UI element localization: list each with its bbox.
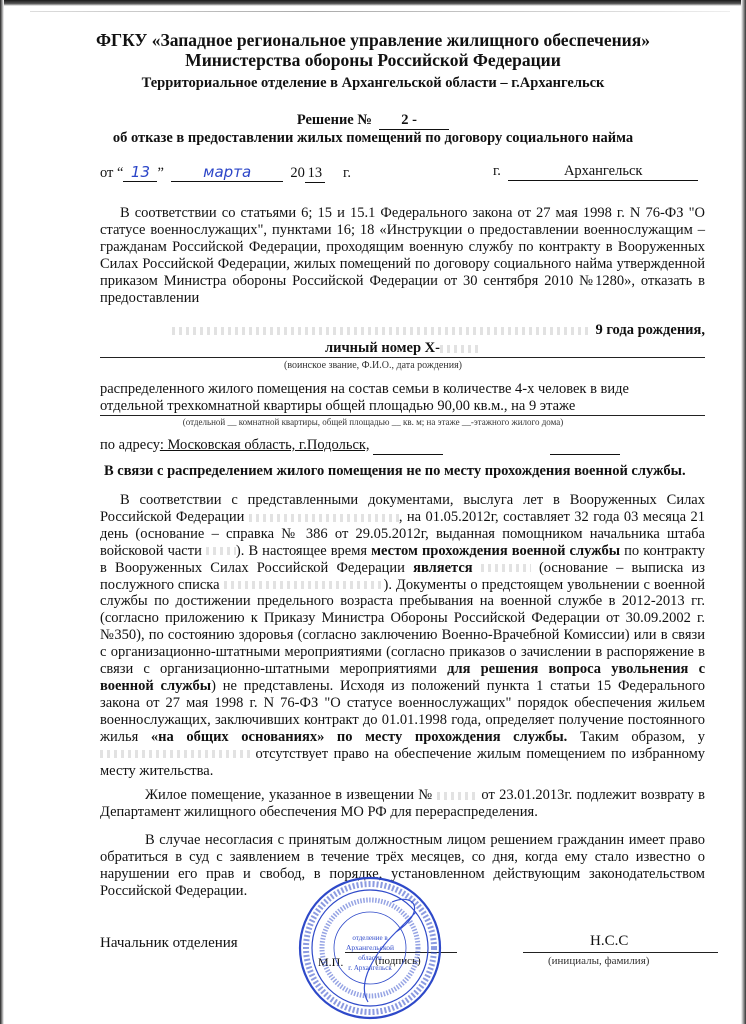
redacted-name-1 <box>249 514 399 522</box>
service-text-b: , на 01.05.2012г, составляет 32 года 03 месяца 21 день (основание – справка № 386 от 29.05.2012г, выданная помощником начальника штаба войсковой части <box>100 508 706 559</box>
address-value: : Московская область, г.Подольск, <box>159 437 370 453</box>
service-text-i: отсутствует право на обеспечение жилым помещением по избранному месту жительства. <box>100 745 705 779</box>
personal-number-line <box>100 340 705 357</box>
apartment-caption: (отдельной __ комнатной квартиры, общей площадью __ кв. м; на этаже __-этажного жилого дома) <box>182 417 564 427</box>
redacted-person <box>172 327 592 335</box>
decision-city <box>493 163 698 181</box>
refusal-reason: В связи с распределением жилого помещения не по месту прохождения военной службы. <box>104 463 686 479</box>
service-text-h: Таким образом, у <box>567 728 705 745</box>
redacted-notice-number <box>437 792 477 800</box>
person-caption: (воинское звание, Ф.И.О., дата рождения) <box>283 360 463 371</box>
signer-name: Н.С.С <box>590 933 629 949</box>
date-day: 13 <box>123 163 157 182</box>
apartment-rule <box>100 415 705 416</box>
stamp-line-3: области <box>358 954 382 962</box>
stamp-line-1: отделение в <box>352 934 388 942</box>
service-text-c: ). В настоящее время <box>235 542 372 559</box>
city-prefix: г. <box>493 163 501 179</box>
signature-caption: (подпись) <box>375 955 421 967</box>
stamp-line-2: Архангельской <box>346 943 394 952</box>
personal-number-label: личный номер Х- <box>325 340 440 356</box>
decision-date <box>100 163 351 183</box>
service-text-e: (основание – выписка из послужного списка <box>100 559 706 593</box>
official-stamp <box>296 872 444 1020</box>
name-line <box>523 952 718 953</box>
redacted-place <box>481 564 531 572</box>
service-bold-3: для решения вопроса увольнения с военной службы <box>100 661 706 694</box>
decision-title <box>0 112 746 130</box>
service-text-f: ). Документы о предстоящем увольнении с военной службы по достижении предельного возраста пребывания на военной службе в 2012-2013 гг. (согласно приложению к Приказу Министра Обороны Российской Федерации от 30.09.2002 г. №350), по состоянию здоровья (согласно заключению Военно-Врачебной Комиссии) или в связи с организационно-штатными мероприятиями (согласно приказов о зачислении в распоряжение в связи с организационно-штатными мероприятиями <box>100 576 706 678</box>
service-bold-2: является <box>413 559 473 576</box>
stamp-line-4: г. Архангельск <box>348 964 392 972</box>
redacted-name-2 <box>100 750 250 758</box>
paragraph-service-details <box>100 492 705 779</box>
decision-subtitle: об отказе в предоставлении жилых помещений по договору социального найма <box>112 130 634 146</box>
city-name: Архангельск <box>508 163 698 181</box>
redacted-address-2 <box>550 437 620 455</box>
person-rule <box>100 357 705 358</box>
org-name-line2: Министерства обороны Российской Федерации <box>185 50 561 70</box>
stamp-place-mark: М.П. <box>318 955 344 969</box>
paragraph-return <box>100 787 705 821</box>
scan-edge-right <box>741 0 746 1024</box>
service-text-g: ) не представлены. Исходя из положений пункта 1 статьи 15 Федерального закона от 27 мая 1998 г. N 76-ФЗ "О статусе военнослужащих" порядок обеспечения жильем военнослужащих, заключивших контракт до 01.01.1998 года, определяет получение постоянного жилья <box>100 677 705 745</box>
return-text-a: Жилое помещение, указанное в извещении № <box>145 787 433 803</box>
redacted-unit <box>206 547 236 555</box>
date-year-suffix: 13 <box>305 165 325 183</box>
service-bold-4: «на общих основаниях» по месту прохождения службы. <box>150 728 568 745</box>
department-name: Территориальное отделение в Архангельской области – г.Архангельск <box>141 75 605 91</box>
date-year-prefix: 20 <box>290 165 305 181</box>
service-bold-1: местом прохождения военной службы <box>371 542 621 559</box>
address-line <box>100 437 620 455</box>
decision-number: 2 - <box>379 112 449 130</box>
birth-year-suffix: 9 года рождения, <box>595 322 705 338</box>
org-name-line1: ФГКУ «Западное региональное управление жилищного обеспечения» <box>95 30 650 50</box>
paragraph-legal-basis <box>100 205 705 306</box>
apartment-line2: отдельной трехкомнатной квартиры общей площадью 90,00 кв.м., на 9 этаже <box>100 398 576 414</box>
legal-basis-text: В соответствии со статьями 6; 15 и 15.1 Федерального закона от 27 мая 1998 г. N 76-ФЗ "О статусе военнослужащих", пунктами 16; 18 «Инструкции о предоставлении военнослужащим – гражданам Российской Федерации, проходящим военную службу по контракту в Вооруженных Силах Российской Федерации, жилых помещений по договору социального найма утвержденной приказом Министра обороны Российской Федерации от 30 сентября 2010 №1280», отказать в предоставлении <box>100 205 705 306</box>
scan-artifact-line <box>30 11 730 12</box>
name-caption: (инициалы, фамилия) <box>548 955 650 967</box>
decision-title-prefix: Решение № <box>296 112 372 128</box>
scan-edge-top <box>0 0 746 6</box>
appeal-text: В случае несогласия с принятым должностным лицом решением гражданин имеет право обратиться в суд с заявлением в течение трёх месяцев, со дня, когда ему стало известно о нарушении его прав и свобод, в порядке, установленном действующим законодательством Российской Федерации. <box>100 832 705 899</box>
signature-position: Начальник отделения <box>100 935 238 951</box>
person-line <box>100 322 705 339</box>
date-prefix: от “ <box>100 165 124 181</box>
date-month: марта <box>171 163 283 182</box>
scan-edge-left <box>0 0 4 1024</box>
service-text-a: В соответствии с представленными документами, выслуга лет в Вооруженных Силах Российской Федерации <box>100 492 705 525</box>
return-text-b: от 23.01.2013г. подлежит возврату в Департамент жилищного обеспечения МО РФ для перераспределения. <box>100 787 706 820</box>
redacted-personal-number <box>440 345 480 353</box>
date-quote-close: ” <box>157 165 164 181</box>
apartment-line1: распределенного жилого помещения на состав семьи в количестве 4-х человек в виде <box>100 381 629 397</box>
redacted-address-1 <box>373 437 443 455</box>
date-year-unit: г. <box>343 165 351 181</box>
service-text-d: по контракту в Вооруженных Силах Российской Федерации <box>100 542 705 576</box>
redacted-record <box>224 581 384 589</box>
address-prefix: по адресу <box>100 437 160 453</box>
